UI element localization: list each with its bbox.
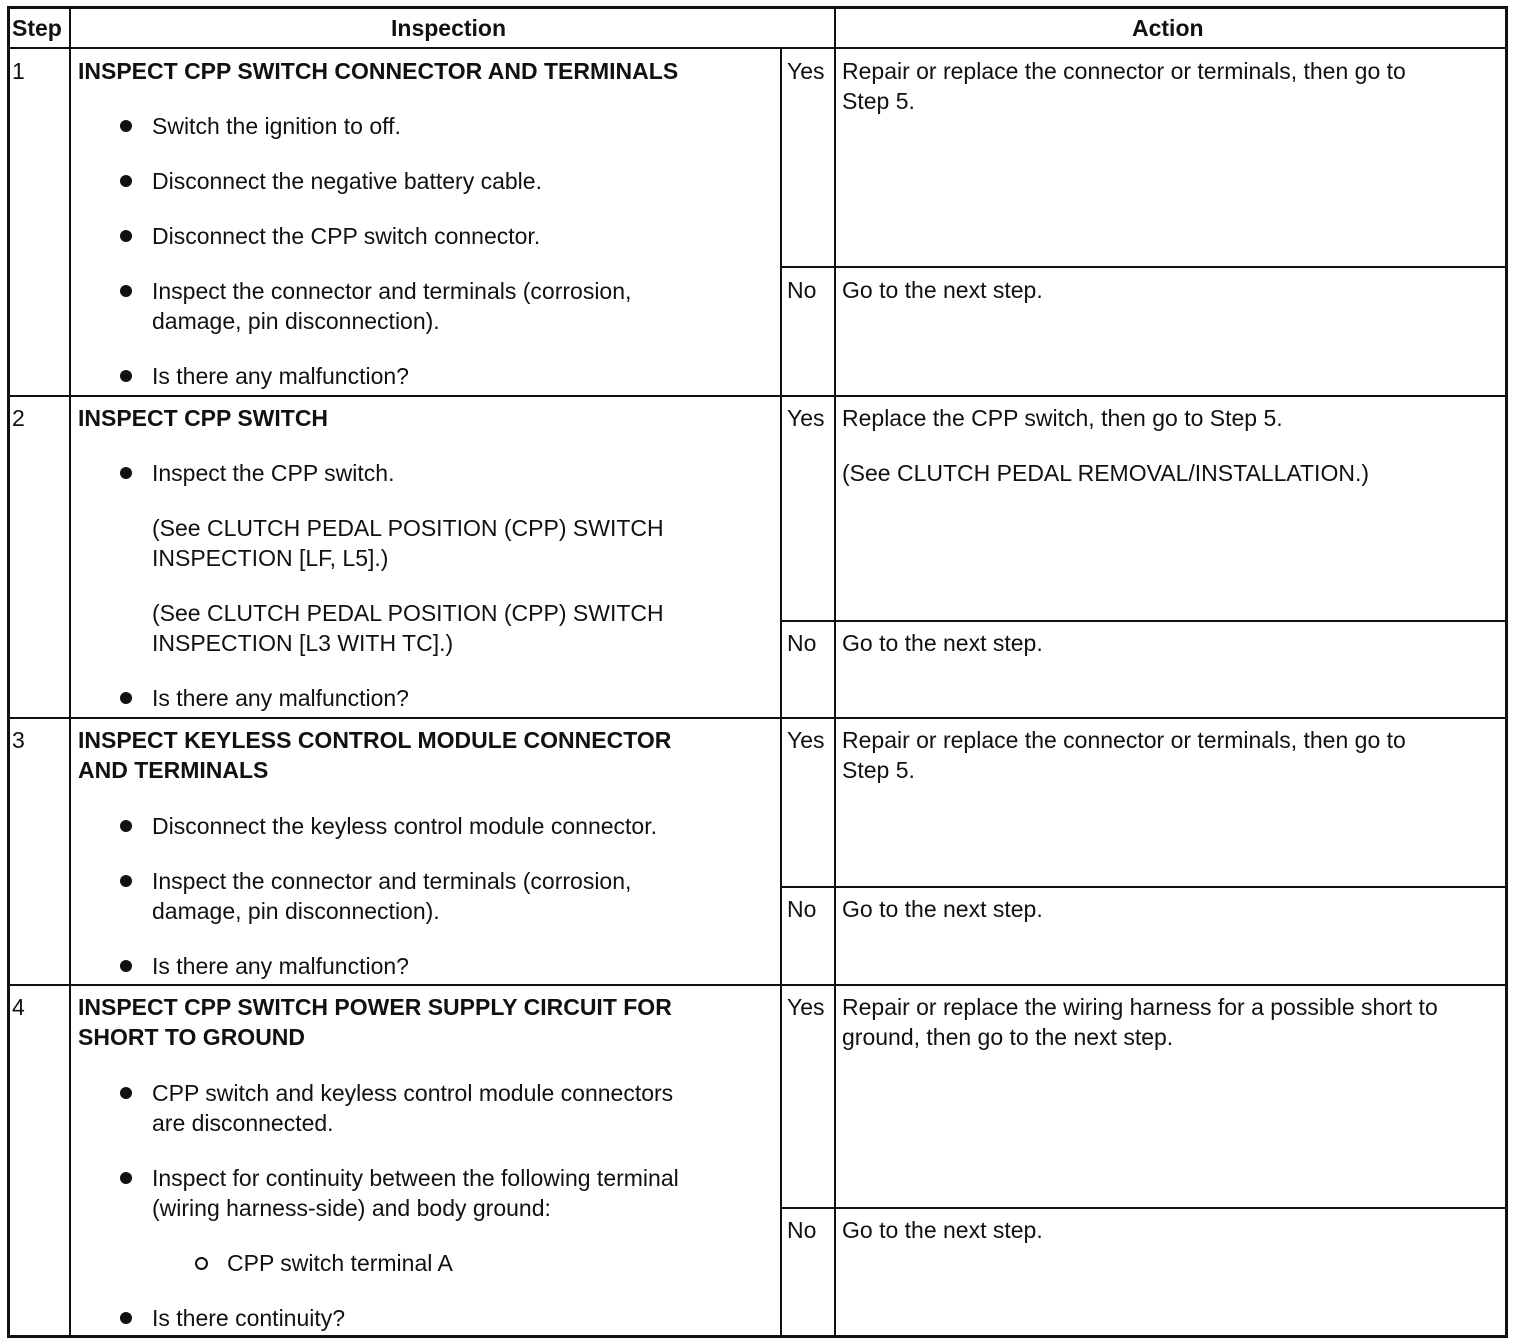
- inspection-question: Is there any malfunction?: [152, 953, 409, 979]
- yes-action-line: Repair or replace the connector or terminals, then go to: [842, 58, 1406, 84]
- step-title-line: AND TERMINALS: [78, 757, 269, 783]
- row-divider-header: [7, 47, 1508, 49]
- inspection-item: Inspect the CPP switch.: [152, 460, 395, 486]
- sub-bullet-icon: [195, 1257, 208, 1270]
- col-divider-yesno: [780, 48, 782, 1338]
- no-label: No: [787, 1217, 817, 1243]
- bullet-icon: [120, 692, 132, 704]
- row-divider-3: [7, 984, 1508, 986]
- inspection-item-line: CPP switch and keyless control module connectors: [152, 1080, 674, 1106]
- yes-label: Yes: [787, 58, 825, 84]
- inspection-item: Switch the ignition to off.: [152, 113, 401, 139]
- inspection-note-line: INSPECTION [LF, L5].): [152, 545, 389, 571]
- col-divider-inspection: [834, 6, 836, 1338]
- table-border-top: [7, 6, 1508, 9]
- no-label: No: [787, 277, 817, 303]
- step-title: INSPECT CPP SWITCH: [78, 405, 329, 431]
- yes-action-line: Step 5.: [842, 757, 915, 783]
- yes-label: Yes: [787, 405, 825, 431]
- yes-action-line: Step 5.: [842, 88, 915, 114]
- step-title-line: INSPECT KEYLESS CONTROL MODULE CONNECTOR: [78, 727, 672, 753]
- bullet-icon: [120, 820, 132, 832]
- bullet-icon: [120, 285, 132, 297]
- bullet-icon: [120, 960, 132, 972]
- no-action: Go to the next step.: [842, 1217, 1043, 1243]
- yes-action-line: Replace the CPP switch, then go to Step 5.: [842, 405, 1283, 431]
- no-action: Go to the next step.: [842, 277, 1043, 303]
- inspection-item-line: are disconnected.: [152, 1110, 334, 1136]
- yes-action-line: Repair or replace the connector or terminals, then go to: [842, 727, 1406, 753]
- inspection-note-line: (See CLUTCH PEDAL POSITION (CPP) SWITCH: [152, 600, 664, 626]
- inspection-item: Disconnect the CPP switch connector.: [152, 223, 541, 249]
- inspection-item-line: Inspect the connector and terminals (corrosion,: [152, 868, 632, 894]
- no-action: Go to the next step.: [842, 630, 1043, 656]
- no-label: No: [787, 630, 817, 656]
- table-border-left: [7, 6, 10, 1338]
- inspection-item-line: Inspect for continuity between the following terminal: [152, 1165, 679, 1191]
- bullet-icon: [120, 467, 132, 479]
- step-title-line: SHORT TO GROUND: [78, 1024, 306, 1050]
- step-title: INSPECT CPP SWITCH CONNECTOR AND TERMINALS: [78, 58, 679, 84]
- yes-action-line: Repair or replace the wiring harness for a possible short to: [842, 994, 1438, 1020]
- inspection-question: Is there any malfunction?: [152, 363, 409, 389]
- header-action: Action: [1132, 15, 1204, 41]
- yesno-divider-4: [780, 1207, 1508, 1209]
- inspection-item-line: damage, pin disconnection).: [152, 308, 440, 334]
- table-border-right: [1505, 6, 1508, 1338]
- inspection-item: Disconnect the negative battery cable.: [152, 168, 542, 194]
- inspection-item-line: Inspect the connector and terminals (corrosion,: [152, 278, 632, 304]
- row-divider-1: [7, 395, 1508, 397]
- step-number: 1: [12, 58, 25, 84]
- table-border-bottom: [7, 1335, 1508, 1338]
- bullet-icon: [120, 230, 132, 242]
- inspection-item-line: (wiring harness-side) and body ground:: [152, 1195, 551, 1221]
- bullet-icon: [120, 175, 132, 187]
- inspection-note-line: INSPECTION [L3 WITH TC].): [152, 630, 454, 656]
- inspection-item-line: damage, pin disconnection).: [152, 898, 440, 924]
- yes-label: Yes: [787, 727, 825, 753]
- yes-action-line: ground, then go to the next step.: [842, 1024, 1174, 1050]
- bullet-icon: [120, 370, 132, 382]
- no-label: No: [787, 896, 817, 922]
- no-action: Go to the next step.: [842, 896, 1043, 922]
- step-number: 4: [12, 994, 25, 1020]
- yes-label: Yes: [787, 994, 825, 1020]
- bullet-icon: [120, 120, 132, 132]
- step-title-line: INSPECT CPP SWITCH POWER SUPPLY CIRCUIT FOR: [78, 994, 672, 1020]
- inspection-question: Is there continuity?: [152, 1305, 346, 1331]
- inspection-question: Is there any malfunction?: [152, 685, 409, 711]
- step-number: 3: [12, 727, 25, 753]
- inspection-sub-item: CPP switch terminal A: [227, 1250, 453, 1276]
- header-inspection: Inspection: [391, 15, 507, 41]
- bullet-icon: [120, 875, 132, 887]
- yesno-divider-2: [780, 620, 1508, 622]
- step-number: 2: [12, 405, 25, 431]
- row-divider-2: [7, 717, 1508, 719]
- header-step: Step: [12, 15, 62, 41]
- yes-action-line: (See CLUTCH PEDAL REMOVAL/INSTALLATION.): [842, 460, 1369, 486]
- yesno-divider-1: [780, 266, 1508, 268]
- inspection-note-line: (See CLUTCH PEDAL POSITION (CPP) SWITCH: [152, 515, 664, 541]
- bullet-icon: [120, 1087, 132, 1099]
- bullet-icon: [120, 1172, 132, 1184]
- bullet-icon: [120, 1312, 132, 1324]
- yesno-divider-3: [780, 886, 1508, 888]
- inspection-item: Disconnect the keyless control module connector.: [152, 813, 657, 839]
- col-divider-step: [69, 6, 71, 1338]
